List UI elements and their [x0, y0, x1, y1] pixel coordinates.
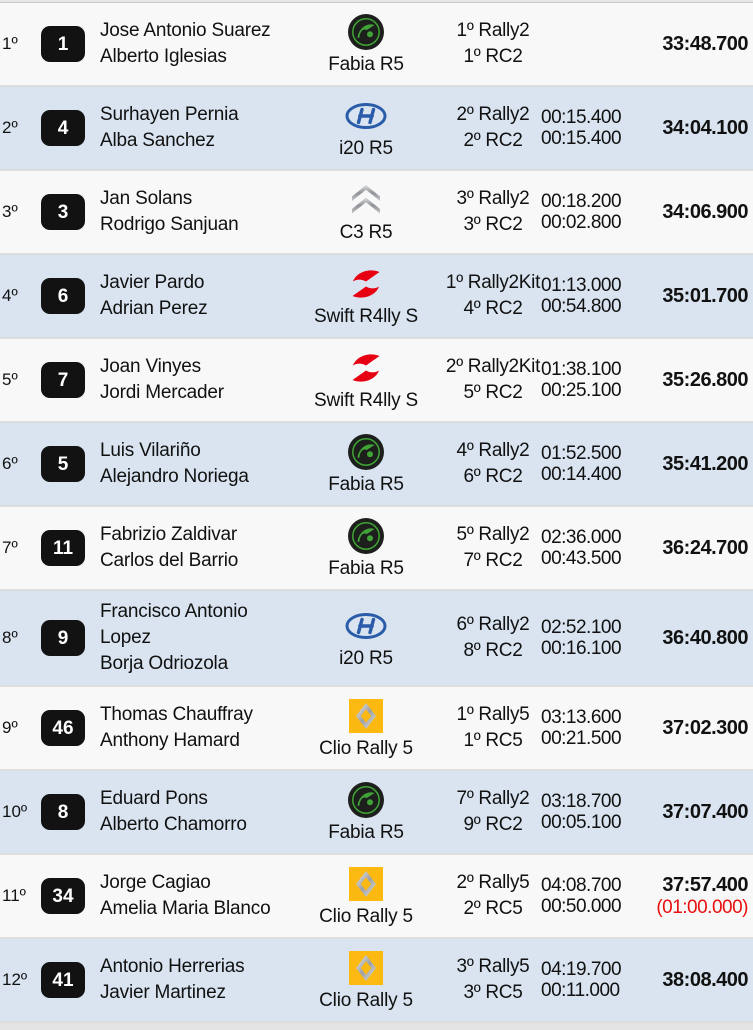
result-row: [0, 87, 753, 171]
car-number-badge: 34: [41, 878, 85, 914]
class-position: 3º Rally2: [456, 188, 530, 209]
class-position: 1º Rally2Kit: [445, 272, 541, 293]
gap-times: [541, 107, 643, 149]
skoda-logo: [287, 11, 445, 53]
result-row: [0, 339, 753, 423]
total-time: 35:01.700: [662, 284, 748, 307]
renault-logo: [287, 947, 445, 989]
overall-position: 12º: [2, 970, 28, 989]
driver-name: Alejandro Noriega: [100, 466, 249, 487]
total-time: 37:07.400: [662, 800, 748, 823]
car-cell: [287, 263, 445, 329]
gap-times: [541, 443, 643, 485]
class-position: 7º Rally2: [456, 788, 530, 809]
class-position: 2º Rally2: [456, 104, 530, 125]
result-row: [0, 939, 753, 1023]
gap-time: 00:15.400: [541, 107, 622, 128]
class-position: 1º Rally2: [456, 20, 530, 41]
class-position: 9º RC2: [463, 814, 523, 835]
car-cell: [287, 347, 445, 413]
class-positions: [445, 870, 541, 922]
skoda-logo: [287, 779, 445, 821]
class-position: 1º Rally5: [456, 704, 530, 725]
car-cell: [287, 779, 445, 845]
gap-times: [541, 527, 643, 569]
overall-position: 6º: [2, 454, 18, 473]
gap-times: [541, 707, 643, 749]
total-time-cell: [643, 201, 753, 224]
total-time: 36:40.800: [662, 626, 748, 649]
driver-name: Surhayen Pernia: [100, 104, 239, 125]
car-number-cell: [34, 110, 92, 146]
gap-time: 00:15.400: [541, 128, 622, 149]
crew-names: [92, 870, 287, 922]
class-position: 1º RC2: [463, 46, 523, 67]
total-time-cell: [643, 627, 753, 650]
car-model: Fabia R5: [328, 54, 404, 75]
car-cell: [287, 605, 445, 671]
gap-times: [541, 191, 643, 233]
gap-times: [541, 959, 643, 1001]
crew-names: [92, 354, 287, 406]
overall-position: 10º: [2, 802, 28, 821]
total-time: 34:06.900: [662, 200, 748, 223]
class-positions: [445, 354, 541, 406]
total-time-cell: [643, 717, 753, 740]
result-row: [0, 507, 753, 591]
class-position: 5º RC2: [463, 382, 523, 403]
result-row: [0, 591, 753, 687]
gap-times: [541, 791, 643, 833]
car-cell: [287, 431, 445, 497]
class-positions: [445, 522, 541, 574]
crew-names: [92, 599, 287, 677]
total-time: 38:08.400: [662, 968, 748, 991]
car-cell: [287, 95, 445, 161]
car-number-cell: [34, 362, 92, 398]
car-number-badge: 41: [41, 962, 85, 998]
driver-name: Joan Vinyes: [100, 356, 201, 377]
driver-name: Amelia Maria Blanco: [100, 898, 271, 919]
class-positions: [445, 438, 541, 490]
car-number-badge: 8: [41, 794, 85, 830]
gap-time: 00:16.100: [541, 638, 622, 659]
gap-times: [541, 617, 643, 659]
result-row: [0, 855, 753, 939]
class-positions: [445, 18, 541, 70]
total-time: 35:26.800: [662, 368, 748, 391]
driver-name: Alberto Chamorro: [100, 814, 247, 835]
citroen-logo: [287, 179, 445, 221]
car-number-badge: 4: [41, 110, 85, 146]
car-model: Clio Rally 5: [319, 906, 413, 927]
gap-time: 01:52.500: [541, 443, 622, 464]
class-position: 5º Rally2: [456, 524, 530, 545]
crew-names: [92, 18, 287, 70]
driver-name: Jorge Cagiao: [100, 872, 211, 893]
car-number-badge: 9: [41, 620, 85, 656]
gap-time: 00:05.100: [541, 812, 622, 833]
result-row: [0, 255, 753, 339]
driver-name: Rodrigo Sanjuan: [100, 214, 239, 235]
driver-name: Carlos del Barrio: [100, 550, 239, 571]
class-positions: [445, 954, 541, 1006]
gap-times: [541, 275, 643, 317]
gap-time: 01:38.100: [541, 359, 622, 380]
gap-time: 00:43.500: [541, 548, 622, 569]
car-model: Fabia R5: [328, 558, 404, 579]
crew-names: [92, 522, 287, 574]
result-row: [0, 3, 753, 87]
overall-position: 4º: [2, 286, 18, 305]
car-number-cell: [34, 26, 92, 62]
car-model: i20 R5: [339, 138, 393, 159]
overall-position: 11º: [2, 886, 26, 905]
driver-name: Luis Vilariño: [100, 440, 201, 461]
total-time: 37:02.300: [662, 716, 748, 739]
driver-name: Jose Antonio Suarez: [100, 20, 271, 41]
car-number-cell: [34, 194, 92, 230]
renault-logo: [287, 863, 445, 905]
class-position: 6º Rally2: [456, 614, 530, 635]
total-time: 36:24.700: [662, 536, 748, 559]
car-number-badge: 11: [41, 530, 85, 566]
gap-time: 02:52.100: [541, 617, 622, 638]
overall-position: 7º: [2, 538, 18, 557]
crew-names: [92, 954, 287, 1006]
gap-time: 00:50.000: [541, 896, 622, 917]
gap-time: 00:02.800: [541, 212, 622, 233]
total-time-cell: [643, 537, 753, 560]
result-row: [0, 171, 753, 255]
gap-time: 00:11.000: [541, 980, 620, 1001]
car-number-cell: [34, 278, 92, 314]
overall-position: 3º: [2, 202, 18, 221]
crew-names: [92, 702, 287, 754]
total-time-cell: [643, 285, 753, 308]
class-position: 7º RC2: [463, 550, 523, 571]
car-model: i20 R5: [339, 648, 393, 669]
overall-position: 1º: [2, 34, 18, 53]
class-position: 2º RC2: [463, 130, 523, 151]
car-number-badge: 7: [41, 362, 85, 398]
driver-name: Javier Pardo: [100, 272, 205, 293]
car-cell: [287, 695, 445, 761]
gap-time: 04:19.700: [541, 959, 622, 980]
gap-times: [541, 875, 643, 917]
gap-time: 00:18.200: [541, 191, 622, 212]
total-time-cell: [643, 369, 753, 392]
total-time-cell: [643, 117, 753, 140]
car-number-cell: [34, 710, 92, 746]
overall-position: 5º: [2, 370, 18, 389]
suzuki-logo: [287, 263, 445, 305]
car-cell: [287, 863, 445, 929]
suzuki-logo: [287, 347, 445, 389]
car-number-cell: [34, 620, 92, 656]
class-position: 2º RC5: [463, 898, 523, 919]
car-model: Clio Rally 5: [319, 990, 413, 1011]
total-time: 35:41.200: [662, 452, 748, 475]
bottom-divider: [0, 1023, 753, 1030]
result-row: [0, 687, 753, 771]
car-model: C3 R5: [339, 222, 393, 243]
gap-times: [541, 359, 643, 401]
car-number-badge: 6: [41, 278, 85, 314]
driver-name: Jan Solans: [100, 188, 193, 209]
car-number-badge: 1: [41, 26, 85, 62]
driver-name: Thomas Chauffray: [100, 704, 253, 725]
gap-time: 01:13.000: [541, 275, 622, 296]
driver-name: Antonio Herrerias: [100, 956, 245, 977]
class-positions: [445, 186, 541, 238]
car-number-cell: [34, 878, 92, 914]
total-time-cell: [643, 453, 753, 476]
gap-time: 03:13.600: [541, 707, 622, 728]
total-time-cell: [643, 33, 753, 56]
car-cell: [287, 947, 445, 1013]
total-time: 37:57.400: [662, 873, 748, 896]
class-positions: [445, 270, 541, 322]
class-position: 3º RC5: [463, 982, 523, 1003]
class-position: 2º Rally2Kit: [445, 356, 541, 377]
hyundai-logo: [287, 605, 445, 647]
class-position: 4º RC2: [463, 298, 523, 319]
driver-name: Fabrizio Zaldivar: [100, 524, 238, 545]
penalty-time: (01:00.000): [656, 896, 748, 918]
skoda-logo: [287, 431, 445, 473]
overall-position: 8º: [2, 628, 18, 647]
car-number-cell: [34, 446, 92, 482]
car-number-badge: 5: [41, 446, 85, 482]
crew-names: [92, 102, 287, 154]
driver-name: Alberto Iglesias: [100, 46, 227, 67]
crew-names: [92, 438, 287, 490]
car-cell: [287, 11, 445, 77]
driver-name: Adrian Perez: [100, 298, 208, 319]
class-position: 3º Rally5: [456, 956, 530, 977]
result-row: [0, 771, 753, 855]
skoda-logo: [287, 515, 445, 557]
car-number-badge: 3: [41, 194, 85, 230]
class-positions: [445, 786, 541, 838]
driver-name: Borja Odriozola: [100, 653, 228, 674]
driver-name: Jordi Mercader: [100, 382, 224, 403]
gap-time: 00:54.800: [541, 296, 622, 317]
car-number-cell: [34, 794, 92, 830]
driver-name: Anthony Hamard: [100, 730, 240, 751]
gap-time: 02:36.000: [541, 527, 622, 548]
rally-results-table: [0, 3, 753, 1023]
car-model: Clio Rally 5: [319, 738, 413, 759]
total-time: 33:48.700: [662, 32, 748, 55]
overall-position: 2º: [2, 118, 18, 137]
class-positions: [445, 702, 541, 754]
car-number-cell: [34, 962, 92, 998]
car-cell: [287, 179, 445, 245]
result-row: [0, 423, 753, 507]
class-position: 4º Rally2: [456, 440, 530, 461]
gap-time: 03:18.700: [541, 791, 622, 812]
renault-logo: [287, 695, 445, 737]
overall-position: 9º: [2, 718, 18, 737]
total-time-cell: [643, 874, 753, 919]
car-model: Fabia R5: [328, 474, 404, 495]
crew-names: [92, 270, 287, 322]
car-model: Fabia R5: [328, 822, 404, 843]
class-positions: [445, 102, 541, 154]
gap-time: 00:14.400: [541, 464, 622, 485]
crew-names: [92, 186, 287, 238]
gap-time: 00:25.100: [541, 380, 622, 401]
car-number-cell: [34, 530, 92, 566]
car-model: Swift R4lly S: [313, 390, 419, 411]
total-time-cell: [643, 801, 753, 824]
gap-time: 00:21.500: [541, 728, 622, 749]
car-model: Swift R4lly S: [313, 306, 419, 327]
class-position: 1º RC5: [463, 730, 523, 751]
class-positions: [445, 612, 541, 664]
class-position: 6º RC2: [463, 466, 523, 487]
total-time-cell: [643, 969, 753, 992]
driver-name: Francisco Antonio Lopez: [100, 601, 248, 648]
car-cell: [287, 515, 445, 581]
class-position: 8º RC2: [463, 640, 523, 661]
driver-name: Alba Sanchez: [100, 130, 215, 151]
driver-name: Javier Martinez: [100, 982, 226, 1003]
hyundai-logo: [287, 95, 445, 137]
class-position: 2º Rally5: [456, 872, 530, 893]
gap-time: 04:08.700: [541, 875, 622, 896]
class-position: 3º RC2: [463, 214, 523, 235]
total-time: 34:04.100: [662, 116, 748, 139]
driver-name: Eduard Pons: [100, 788, 208, 809]
car-number-badge: 46: [41, 710, 85, 746]
crew-names: [92, 786, 287, 838]
